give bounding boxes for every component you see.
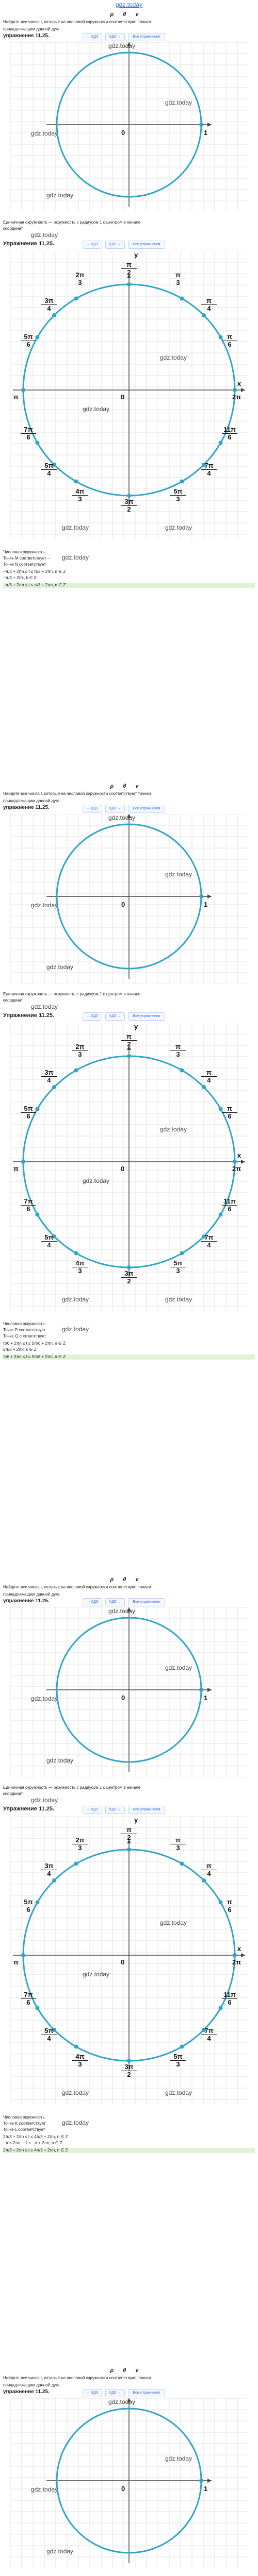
label-3pi-over-4: 3π 4 — [41, 1862, 57, 1877]
all-exercises-button[interactable]: Все упражнения — [128, 805, 165, 813]
watermark: gdz.today — [165, 1296, 192, 1303]
axis-x-label: x — [237, 380, 241, 387]
label-5pi-over-6: 5π 6 — [21, 1899, 36, 1913]
watermark: gdz.today — [108, 2398, 136, 2405]
prev-button[interactable]: ← КДЗ — [83, 1598, 102, 1606]
exercise-toolbar — [83, 1806, 165, 1813]
solution-range-1: −π/3 + 2πn ≤ t ≤ π/3 + 2πn, n ∈ Z — [3, 569, 66, 574]
circle-description: координат. — [3, 1791, 24, 1796]
solution-range-2: 5π/6 + 2πk, k ∈ Z — [3, 1347, 37, 1352]
exercise-section — [0, 2367, 258, 2576]
small-circle-diagram — [10, 2398, 248, 2568]
label-11pi-over-6: 11π 6 — [222, 1991, 237, 2006]
watermark: gdz.today — [31, 902, 58, 909]
label-11pi-over-6: 11π 6 — [222, 1198, 237, 1213]
label-2pi: 2π — [232, 393, 241, 401]
label-5pi-over-3: 5π 3 — [170, 2053, 186, 2068]
exercise-section — [0, 11, 258, 783]
all-exercises-button[interactable]: Все упражнения — [128, 2389, 165, 2397]
solution-point-1: Точке P соответствует — [3, 1328, 46, 1332]
unit-circle-diagram — [10, 1816, 248, 2105]
solution-range-2: −π ≤ 2πn − 1 ≤ −π + 2πn, n ∈ Z — [3, 2141, 62, 2145]
label-7pi-over-6: 7π 6 — [21, 1198, 36, 1213]
label-pi-over-6: π 6 — [222, 333, 237, 348]
label-pi-over-4: π 4 — [201, 1862, 217, 1877]
label-7pi-over-6: 7π 6 — [21, 426, 36, 441]
one-label: 1 — [204, 129, 208, 137]
watermark: gdz.today — [46, 963, 74, 971]
all-exercises-button[interactable]: Все упражнения — [128, 1806, 165, 1814]
watermark: gdz.today — [108, 42, 136, 49]
watermark: gdz.today — [83, 1971, 110, 1978]
watermark: gdz.today — [31, 1695, 58, 1702]
label-pi: π — [13, 393, 19, 401]
label-pi: π — [13, 1165, 19, 1173]
label-4pi-over-3: 4π 3 — [72, 1260, 88, 1275]
circle-description: Единичная окружность — окружность с радиусом 1 с центром в начале — [3, 1785, 141, 1790]
watermark: gdz.today — [165, 1664, 192, 1671]
letter-row: ρθν — [110, 783, 148, 789]
label-3pi-over-2: 3π 2 — [121, 498, 137, 513]
intro-text: Найдите все числа t, которые на числовой окружности соответствуют точкам, — [3, 2376, 153, 2380]
solution-point-2: Точке N соответствует — [3, 562, 46, 567]
exercise-toolbar — [83, 241, 165, 248]
watermark: gdz.today — [62, 524, 89, 531]
origin-label: 0 — [121, 393, 125, 401]
circle-description: координат. — [3, 226, 24, 231]
origin-label: 0 — [121, 1694, 125, 1702]
all-exercises-button[interactable]: Все упражнения — [128, 241, 165, 249]
watermark: gdz.today — [31, 2486, 58, 2493]
origin-label: 0 — [121, 901, 125, 908]
label-pi-over-4: π 4 — [201, 297, 217, 312]
watermark: gdz.today — [46, 1757, 74, 1764]
next-button[interactable]: КДЗ → — [105, 241, 125, 249]
watermark: gdz.today — [46, 192, 74, 199]
solution-range-1: π/6 + 2πn ≤ t ≤ 5π/6 + 2πn, n ∈ Z — [3, 1341, 66, 1346]
solution-point-1: Точке M соответствует − — [3, 556, 50, 561]
unit-circle-diagram — [10, 1023, 248, 1311]
exercise-toolbar — [83, 2389, 165, 2396]
origin-label: 0 — [121, 2485, 125, 2493]
small-circle-diagram — [10, 814, 248, 984]
origin-label: 0 — [121, 129, 125, 137]
watermark: gdz.today — [165, 99, 192, 106]
solution-title: Числовая окружность: — [3, 2115, 46, 2120]
intro-text: Найдите все числа t, которые на числовой окружности соответствуют точкам, — [3, 1585, 153, 1589]
label-7pi-over-6: 7π 6 — [21, 1991, 36, 2006]
label-7pi-over-4: 7π 4 — [201, 462, 217, 477]
next-button[interactable]: КДЗ → — [105, 805, 125, 813]
letter-row: ρθν — [110, 1577, 148, 1583]
label-7pi-over-4: 7π 4 — [201, 2027, 217, 2042]
watermark: gdz.today — [165, 871, 192, 878]
prev-button[interactable]: ← КДЗ — [83, 33, 102, 41]
watermark: gdz.today — [62, 1326, 89, 1333]
solution-point-1: Точке K соответствует — [3, 2121, 46, 2126]
watermark: gdz.today — [31, 231, 58, 239]
prev-button[interactable]: ← КДЗ — [83, 241, 102, 249]
label-4pi-over-3: 4π 3 — [72, 488, 88, 503]
exercise-toolbar — [83, 1598, 165, 1605]
letter-row: ρθν — [110, 2367, 148, 2374]
intro-text: принадлежащим данной дуге: — [3, 27, 61, 31]
solution-answer: −π/3 + 2πn ≤ t ≤ π/3 + 2πn, n ∈ Z — [3, 583, 255, 588]
label-5pi-over-6: 5π 6 — [21, 333, 36, 348]
label-3pi-over-2: 3π 2 — [121, 2063, 137, 2078]
exercise-section — [0, 1577, 258, 2367]
small-circle-diagram — [10, 42, 248, 212]
next-button[interactable]: КДЗ → — [105, 1012, 125, 1021]
label-2pi-over-3: 2π 3 — [72, 272, 88, 286]
watermark: gdz.today — [83, 1177, 110, 1184]
label-pi: π — [13, 1958, 19, 1966]
label-5pi-over-3: 5π 3 — [170, 488, 186, 503]
intro-text: принадлежащим данной дуге: — [3, 799, 61, 803]
solution-title: Числовая окружность: — [3, 1321, 46, 1326]
watermark: gdz.today — [108, 1607, 136, 1615]
label-pi-over-2: π 2 — [121, 261, 137, 276]
watermark: gdz.today — [160, 1126, 187, 1133]
exercise-title: Упражнение 11.25. — [3, 1806, 55, 1812]
watermark: gdz.today — [83, 405, 110, 413]
all-exercises-button[interactable]: Все упражнения — [128, 1598, 165, 1606]
circle-description: Единичная окружность — окружность с радиусом 1 с центром в начале — [3, 992, 141, 996]
watermark: gdz.today — [108, 814, 136, 821]
exercise-label: упражнение 11.25. — [3, 1598, 50, 1604]
letter-row: ρθν — [110, 11, 148, 18]
solution-answer: 2π/3 + 2πn ≤ t ≤ 4π/3 + 2πn, n ∈ Z — [3, 2148, 255, 2153]
exercise-toolbar — [83, 33, 165, 40]
exercise-title: Упражнение 11.25. — [3, 1012, 55, 1019]
axis-x-label: x — [237, 1151, 241, 1159]
solution-title: Числовая окружность: — [3, 550, 46, 554]
label-pi-over-3: π 3 — [170, 1043, 186, 1058]
prev-button[interactable]: ← КДЗ — [83, 2389, 102, 2397]
solution-range-1: 2π/3 + 2πn ≤ t ≤ 4π/3 + 2πn, n ∈ Z — [3, 2134, 68, 2139]
intro-text: принадлежащим данной дуге: — [3, 2383, 61, 2387]
axis-y-label: y — [134, 1816, 138, 1824]
label-2pi-over-3: 2π 3 — [72, 1837, 88, 1852]
solution-answer: π/6 + 2πn ≤ t ≤ 5π/6 + 2πn, n ∈ Z — [3, 1354, 255, 1360]
watermark: gdz.today — [160, 354, 187, 361]
circle-description: координат. — [3, 998, 24, 1003]
watermark: gdz.today — [165, 2089, 192, 2096]
next-button[interactable]: КДЗ → — [105, 1806, 125, 1814]
watermark: gdz.today — [62, 2089, 89, 2096]
exercise-label: упражнение 11.25. — [3, 2389, 50, 2395]
exercise-label: упражнение 11.25. — [3, 33, 50, 39]
next-button[interactable]: КДЗ → — [105, 2389, 125, 2397]
solution-point-2: Точке L соответствует — [3, 2127, 45, 2132]
label-11pi-over-6: 11π 6 — [222, 426, 237, 441]
solution-range-2: −π/3 + 2πk, k ∈ Z — [3, 575, 37, 580]
one-label: 1 — [204, 901, 208, 908]
watermark: gdz.today — [165, 2455, 192, 2462]
prev-button[interactable]: ← КДЗ — [83, 1806, 102, 1814]
intro-text: принадлежащим данной дуге: — [3, 1592, 61, 1597]
label-7pi-over-4: 7π 4 — [201, 1234, 217, 1249]
label-pi-over-2: π 2 — [121, 1826, 137, 1841]
label-5pi-over-4: 5π 4 — [41, 462, 57, 477]
label-3pi-over-4: 3π 4 — [41, 1069, 57, 1084]
label-3pi-over-2: 3π 2 — [121, 1270, 137, 1285]
label-pi-over-2: π 2 — [121, 1033, 137, 1048]
origin-label: 0 — [121, 1165, 125, 1173]
solution-point-2: Точке Q соответствует — [3, 1334, 46, 1338]
intro-text: Найдите все числа t, которые на числовой окружности соответствуют точкам, — [3, 791, 153, 796]
watermark: gdz.today — [31, 1003, 58, 1010]
label-4pi-over-3: 4π 3 — [72, 2053, 88, 2068]
label-5pi-over-4: 5π 4 — [41, 2027, 57, 2042]
exercise-toolbar — [83, 805, 165, 812]
watermark: gdz.today — [165, 524, 192, 531]
label-pi-over-6: π 6 — [222, 1105, 237, 1120]
watermark: gdz.today — [160, 1919, 187, 1926]
axis-y-label: y — [134, 251, 138, 259]
label-3pi-over-4: 3π 4 — [41, 297, 57, 312]
label-5pi-over-4: 5π 4 — [41, 1234, 57, 1249]
exercise-section — [0, 783, 258, 1577]
prev-button[interactable]: ← КДЗ — [83, 805, 102, 813]
exercise-label: упражнение 11.25. — [3, 805, 50, 810]
small-circle-diagram — [10, 1607, 248, 1777]
label-pi-over-4: π 4 — [201, 1069, 217, 1084]
next-button[interactable]: КДЗ → — [105, 33, 125, 41]
all-exercises-button[interactable]: Все упражнения — [128, 1012, 165, 1021]
intro-text: Найдите все числа t, которые на числовой окружности соответствуют точкам, — [3, 20, 153, 24]
label-5pi-over-3: 5π 3 — [170, 1260, 186, 1275]
watermark: gdz.today — [62, 1296, 89, 1303]
watermark: gdz.today — [31, 1797, 58, 1804]
circle-description: Единичная окружность — окружность с радиусом 1 с центром в начале — [3, 220, 141, 225]
label-pi-over-6: π 6 — [222, 1899, 237, 1913]
origin-label: 0 — [121, 1958, 125, 1966]
watermark: gdz.today — [62, 554, 89, 561]
label-2pi: 2π — [232, 1958, 241, 1966]
label-2pi: 2π — [232, 1165, 241, 1173]
exercise-toolbar — [83, 1012, 165, 1020]
site-logo[interactable]: gdz.today — [115, 1, 143, 8]
one-label: 1 — [204, 2485, 208, 2493]
label-pi-over-3: π 3 — [170, 1837, 186, 1852]
watermark: gdz.today — [46, 2548, 74, 2555]
all-exercises-button[interactable]: Все упражнения — [128, 33, 165, 41]
label-2pi-over-3: 2π 3 — [72, 1043, 88, 1058]
label-5pi-over-6: 5π 6 — [21, 1105, 36, 1120]
label-pi-over-3: π 3 — [170, 272, 186, 286]
axis-y-label: y — [134, 1023, 138, 1030]
watermark: gdz.today — [62, 2119, 89, 2126]
prev-button[interactable]: ← КДЗ — [83, 1012, 102, 1021]
one-label: 1 — [204, 1694, 208, 1702]
unit-circle-diagram — [10, 251, 248, 539]
exercise-title: Упражнение 11.25. — [3, 241, 55, 247]
axis-x-label: x — [237, 1945, 241, 1953]
watermark: gdz.today — [31, 130, 58, 137]
next-button[interactable]: КДЗ → — [105, 1598, 125, 1606]
